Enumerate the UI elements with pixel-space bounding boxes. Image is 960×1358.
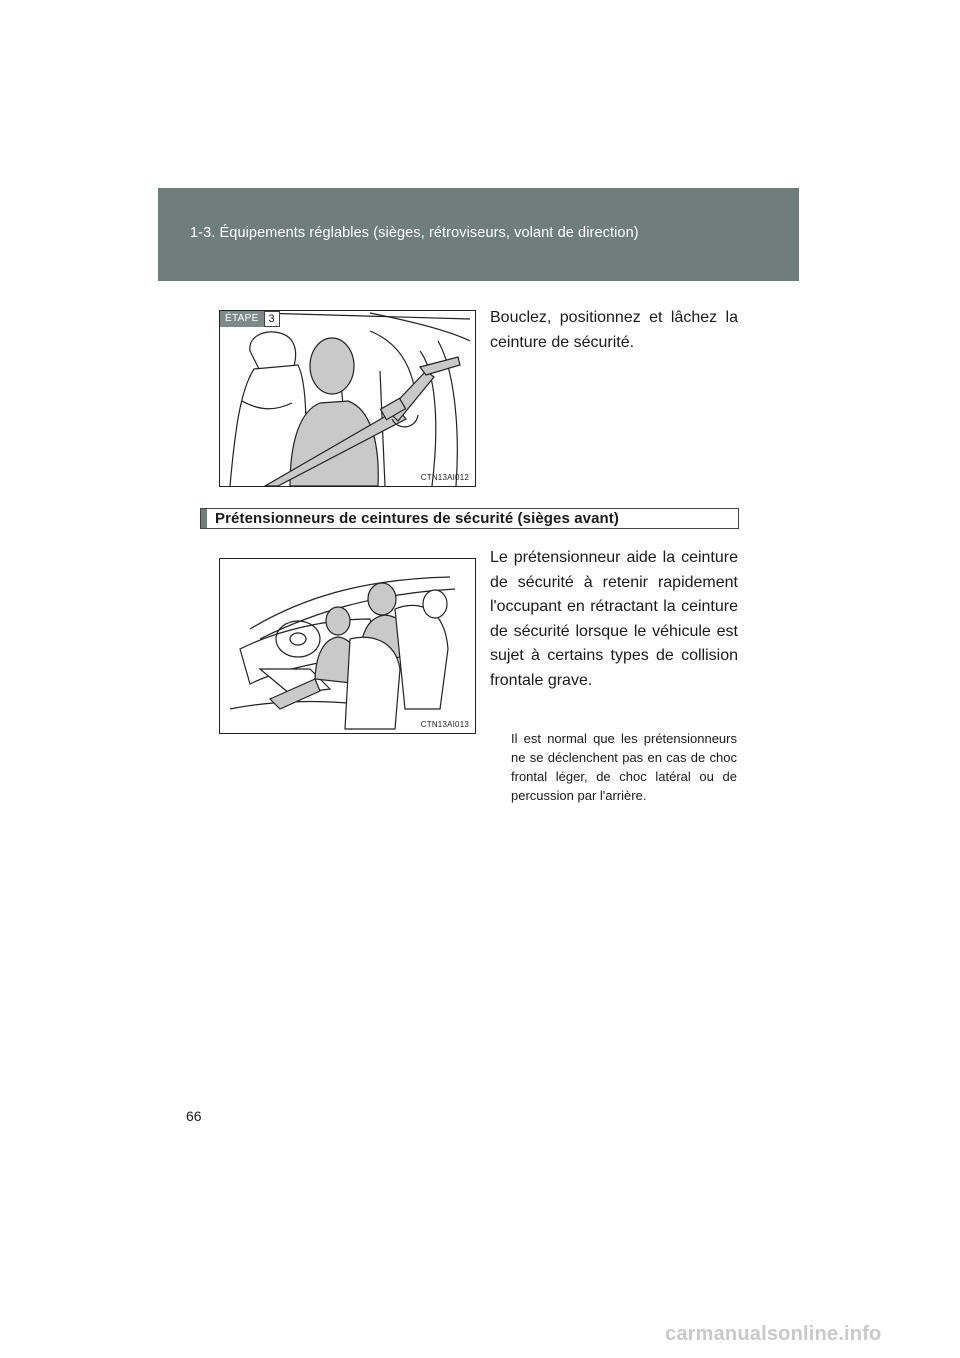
figure-code: CTN13AI013 (420, 720, 469, 729)
step-badge (220, 311, 280, 327)
pretensioner-illustration (220, 559, 475, 733)
figure-seatbelt-fastening (219, 310, 476, 487)
figure-code: CTN13AI012 (420, 473, 469, 482)
watermark: carmanualsonline.info (665, 1323, 882, 1345)
page-number: 66 (186, 1108, 202, 1124)
seatbelt-illustration (220, 311, 475, 486)
section-header-band (158, 188, 799, 281)
pretensioner-note: Il est normal que les prétensionneurs ne se déclenchent pas en cas de choc frontal léger, de choc latéral ou de percussion par l'arrière. (511, 731, 737, 803)
section-heading-box (200, 508, 739, 529)
figure-pretensioner (219, 558, 476, 734)
pretensioner-description: Le prétensionneur aide la ceinture de sécurité à retenir rapidement l'occupant en rétractant la ceinture de sécurité lorsque le véhicule est sujet à certains types de collision frontale grave. (490, 549, 738, 689)
step-number: 3 (264, 311, 280, 327)
section-title: 1-3. Équipements réglables (sièges, rétroviseurs, volant de direction) (190, 225, 639, 241)
section-heading: Prétensionneurs de ceintures de sécurité (sièges avant) (215, 510, 619, 527)
step-word: ÉTAPE (220, 311, 264, 327)
heading-accent-bar (201, 509, 207, 528)
step3-text: Bouclez, positionnez et lâchez la ceinture de sécurité. (490, 309, 738, 351)
